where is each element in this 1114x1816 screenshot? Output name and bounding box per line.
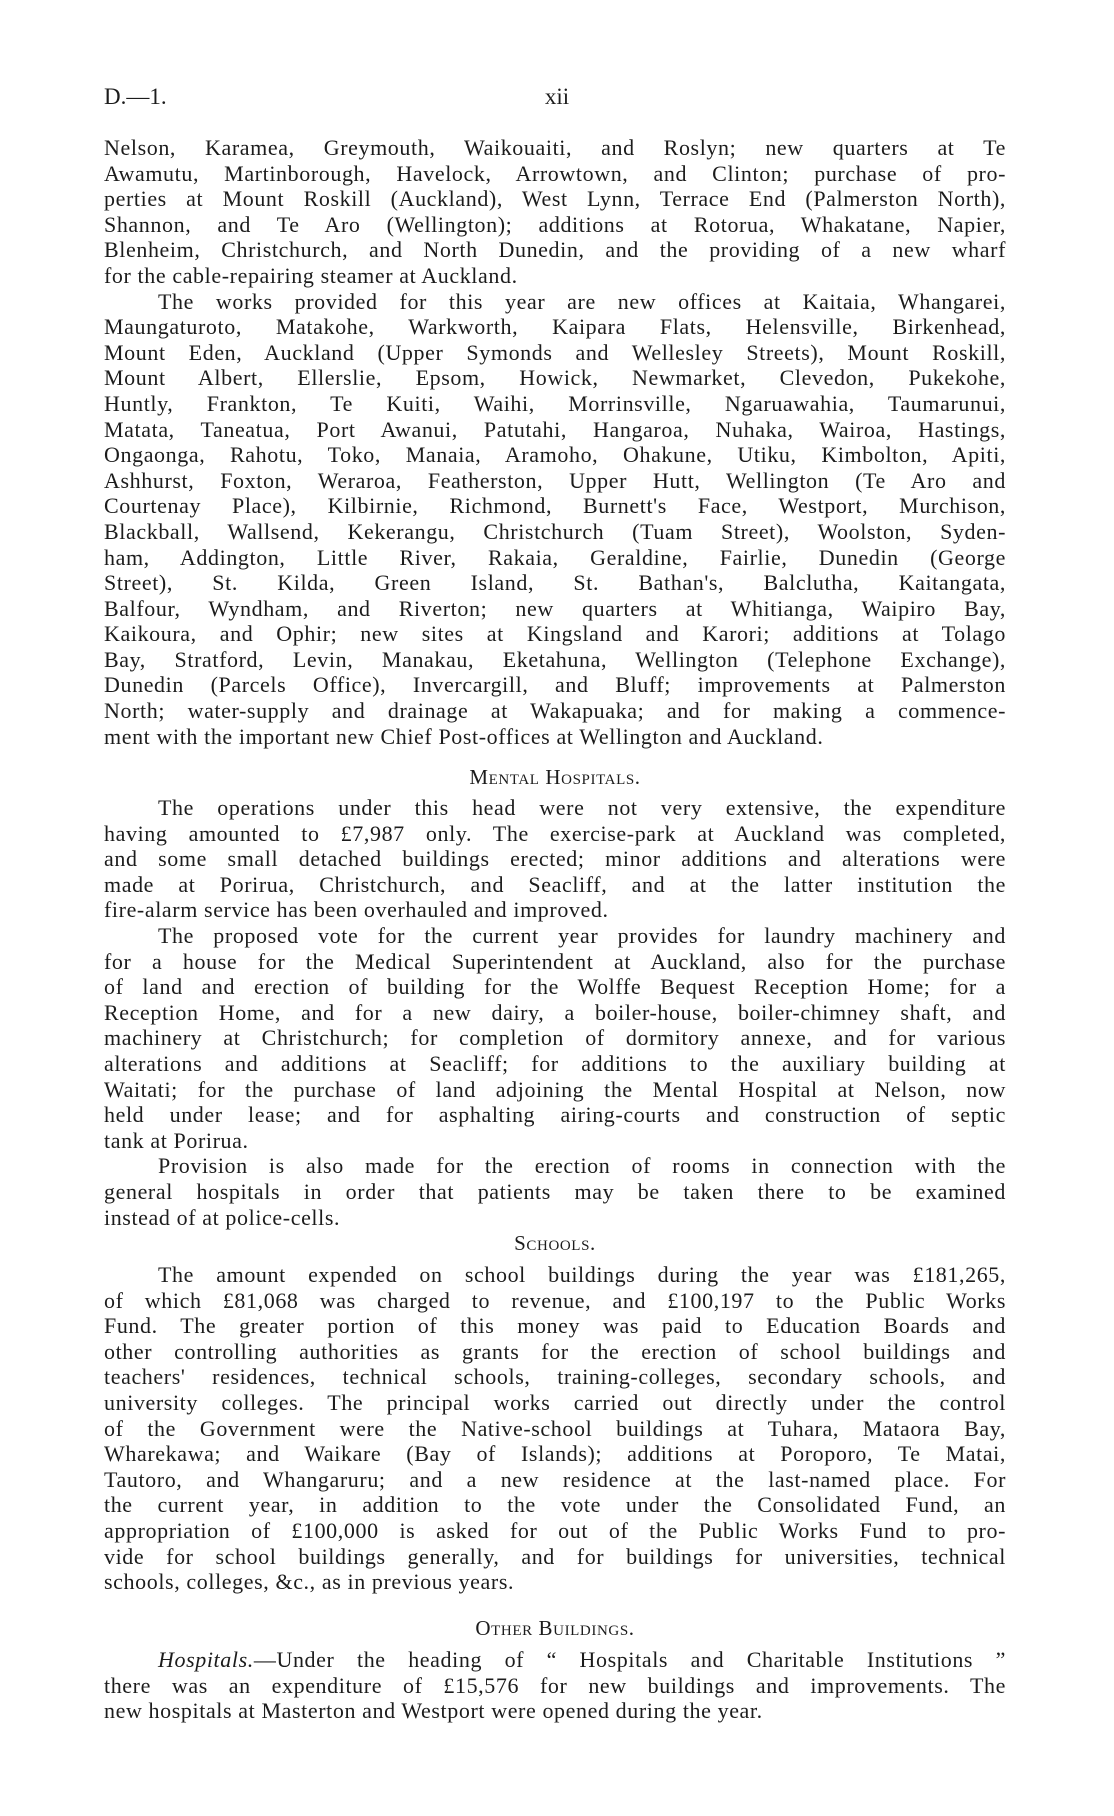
line-text: —Under the heading of “ Hospitals and Charitable Institutions ” — [253, 1647, 1006, 1672]
text-line: ment with the important new Chief Post-offices at Wellington and Auckland. — [104, 723, 824, 749]
text-line: ham, Addington, Little River, Rakaia, Geraldine, Fairlie, Dunedin (George — [104, 544, 1006, 570]
text-line: Reception Home, and for a new dairy, a boiler-house, boiler-chimney shaft, and — [104, 999, 1006, 1025]
text-line: Balfour, Wyndham, and Riverton; new quarters at Whitianga, Waipiro Bay, — [104, 595, 1006, 621]
paragraph — [104, 923, 1006, 1153]
section-intro-body — [104, 135, 1006, 749]
text-line: North; water-supply and drainage at Wakapuaka; and for making a commence- — [104, 698, 1006, 724]
text-line: new hospitals at Masterton and Westport were opened during the year. — [104, 1698, 763, 1724]
text-line: Mount Albert, Ellerslie, Epsom, Howick, Newmarket, Clevedon, Pukekohe, — [104, 365, 1006, 391]
text-line: The works provided for this year are new offices at Kaitaia, Whangarei, — [158, 288, 1006, 314]
heading-other-buildings: Other Buildings. — [475, 1616, 635, 1640]
section-other-buildings-body — [104, 1647, 1006, 1724]
text-line — [104, 1647, 1006, 1673]
text-line: Huntly, Frankton, Te Kuiti, Waihi, Morrinsville, Ngaruawahia, Taumarunui, — [104, 390, 1006, 416]
paragraph — [104, 1153, 1006, 1230]
text-line: The proposed vote for the current year provides for laundry machinery and — [158, 922, 1006, 948]
text-line: Dunedin (Parcels Office), Invercargill, and Bluff; improvements at Palmerston — [104, 672, 1006, 698]
heading-mental-hospitals: Mental Hospitals. — [469, 765, 641, 789]
document-code: D.—1. — [104, 84, 167, 109]
text-line: for a house for the Medical Superintendent at Auckland, also for the purchase — [104, 948, 1006, 974]
text-line: university colleges. The principal works carried out directly under the control — [104, 1389, 1006, 1415]
text-line: schools, colleges, &c., as in previous years. — [104, 1569, 515, 1595]
section-schools-body — [104, 1262, 1006, 1595]
text-line: Waitati; for the purchase of land adjoining the Mental Hospital at Nelson, now — [104, 1076, 1006, 1102]
text-line: instead of at police-cells. — [104, 1204, 341, 1230]
italic-lead: Hospitals. — [158, 1647, 254, 1672]
text-line: Blackball, Wallsend, Kekerangu, Christchurch (Tuam Street), Woolston, Syden- — [104, 518, 1006, 544]
text-line: Ashhurst, Foxton, Weraroa, Featherston, Upper Hutt, Wellington (Te Aro and — [104, 467, 1006, 493]
text-line: The amount expended on school buildings during the year was £181,265, — [158, 1262, 1006, 1287]
text-line: the current year, in addition to the vote under the Consolidated Fund, an — [104, 1492, 1006, 1518]
text-line: Shannon, and Te Aro (Wellington); additions at Rotorua, Whakatane, Napier, — [104, 211, 1006, 237]
section-mental-hospitals-body — [104, 795, 1006, 1230]
text-line: general hospitals in order that patients may be taken there to be examined — [104, 1178, 1006, 1204]
text-line: Bay, Stratford, Levin, Manakau, Eketahuna, Wellington (Telephone Exchange), — [104, 646, 1006, 672]
text-line: Courtenay Place), Kilbirnie, Richmond, Burnett's Face, Westport, Murchison, — [104, 493, 1006, 519]
paragraph — [104, 135, 1006, 289]
text-line: there was an expenditure of £15,576 for new buildings and improvements. The — [104, 1672, 1006, 1698]
text-line: Street), St. Kilda, Green Island, St. Bathan's, Balclutha, Kaitangata, — [104, 570, 1006, 596]
text-line: other controlling authorities as grants for the erection of school buildings and — [104, 1338, 1006, 1364]
text-line: teachers' residences, technical schools, training-colleges, secondary schools, and — [104, 1364, 1006, 1390]
text-line: fire-alarm service has been overhauled and improved. — [104, 897, 609, 923]
text-line: perties at Mount Roskill (Auckland), West Lynn, Terrace End (Palmerston North), — [104, 186, 1006, 212]
paragraph — [104, 289, 1006, 750]
text-line: The operations under this head were not very extensive, the expenditure — [158, 795, 1006, 820]
text-line: Mount Eden, Auckland (Upper Symonds and Wellesley Streets), Mount Roskill, — [104, 339, 1006, 365]
text-line: Fund. The greater portion of this money was paid to Education Boards and — [104, 1313, 1006, 1339]
text-line: Ongaonga, Rahotu, Toko, Manaia, Aramoho, Ohakune, Utiku, Kimbolton, Apiti, — [104, 442, 1006, 468]
text-line: vide for school buildings generally, and for buildings for universities, technical — [104, 1543, 1006, 1569]
paragraph — [104, 1262, 1006, 1595]
text-line: of which £81,068 was charged to revenue, and £100,197 to the Public Works — [104, 1287, 1006, 1313]
text-line: Maungaturoto, Matakohe, Warkworth, Kaipara Flats, Helensville, Birkenhead, — [104, 314, 1006, 340]
text-line: Matata, Taneatua, Port Awanui, Patutahi, Hangaroa, Nuhaka, Wairoa, Hastings, — [104, 416, 1006, 442]
text-line: having amounted to £7,987 only. The exercise-park at Auckland was completed, — [104, 820, 1006, 846]
paragraph — [104, 795, 1006, 923]
text-line: appropriation of £100,000 is asked for out of the Public Works Fund to pro- — [104, 1517, 1006, 1543]
text-line: for the cable-repairing steamer at Auckland. — [104, 262, 518, 288]
text-line: alterations and additions at Seacliff; for additions to the auxiliary building at — [104, 1050, 1006, 1076]
text-line: Provision is also made for the erection of rooms in connection with the — [158, 1153, 1006, 1179]
text-line: Tautoro, and Whangaruru; and a new residence at the last-named place. For — [104, 1466, 1006, 1492]
heading-schools: Schools. — [514, 1231, 596, 1255]
text-line: of land and erection of building for the Wolffe Bequest Reception Home; for a — [104, 974, 1006, 1000]
text-line: made at Porirua, Christchurch, and Seacliff, and at the latter institution the — [104, 871, 1006, 897]
text-line: Awamutu, Martinborough, Havelock, Arrowtown, and Clinton; purchase of pro- — [104, 160, 1006, 186]
text-line: Wharekawa; and Waikare (Bay of Islands); additions at Poroporo, Te Matai, — [104, 1441, 1006, 1467]
text-line: Blenheim, Christchurch, and North Dunedin, and the providing of a new wharf — [104, 237, 1006, 263]
text-line: held under lease; and for asphalting airing-courts and construction of septic — [104, 1102, 1006, 1128]
page-number: xii — [544, 84, 570, 109]
text-line: and some small detached buildings erected; minor additions and alterations were — [104, 846, 1006, 872]
text-line: machinery at Christchurch; for completion of dormitory annexe, and for various — [104, 1025, 1006, 1051]
text-line: Nelson, Karamea, Greymouth, Waikouaiti, and Roslyn; new quarters at Te — [104, 135, 1006, 160]
text-line: tank at Porirua. — [104, 1127, 249, 1153]
text-line: of the Government were the Native-school buildings at Tuhara, Mataora Bay, — [104, 1415, 1006, 1441]
paragraph — [104, 1647, 1006, 1724]
text-line: Kaikoura, and Ophir; new sites at Kingsland and Karori; additions at Tolago — [104, 621, 1006, 647]
